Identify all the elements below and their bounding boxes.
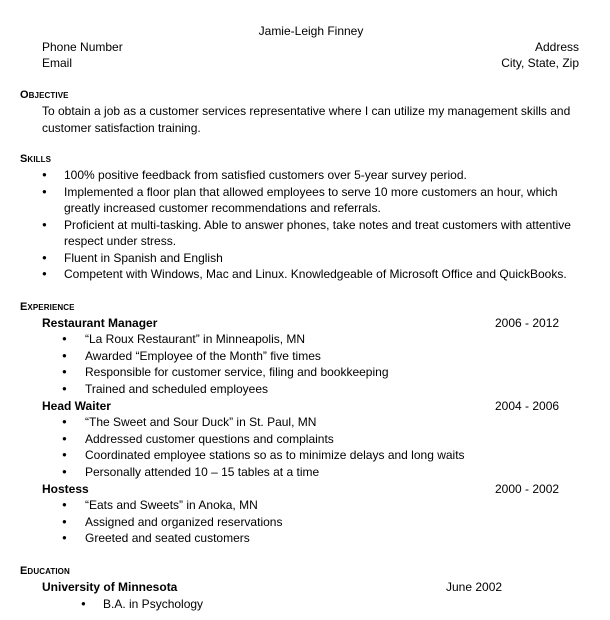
job-duty: ● Greeted and seated customers xyxy=(62,530,542,547)
email: Email xyxy=(42,56,73,70)
skill-item: ● Implemented a floor plan that allowed employees to serve 10 more customers an hour, which greatly increased customer recommendations and referrals. xyxy=(42,184,587,217)
candidate-name: Jamie-Leigh Finney xyxy=(258,24,364,38)
job-duty: ● “Eats and Sweets” in Anoka, MN xyxy=(62,497,542,514)
job-title: Restaurant Manager xyxy=(42,316,158,330)
job-duty: ● “La Roux Restaurant” in Minneapolis, MN xyxy=(62,331,542,348)
job-duties-list xyxy=(62,331,542,397)
job-duty: ● Personally attended 10 – 15 tables at a time xyxy=(62,464,542,481)
school-name: University of Minnesota xyxy=(42,580,178,594)
skills-list xyxy=(42,167,587,283)
phone-number: Phone Number xyxy=(42,40,123,54)
skills-heading: Skills xyxy=(20,153,52,165)
job-duty: ● Coordinated employee stations so as to minimize delays and long waits xyxy=(62,447,542,464)
job-duty: ● Addressed customer questions and complaints xyxy=(62,431,542,448)
address: Address xyxy=(534,40,579,54)
city-state-zip: City, State, Zip xyxy=(501,56,579,70)
degree-list xyxy=(81,596,381,613)
education-heading: Education xyxy=(20,565,70,577)
skill-item: ● Competent with Windows, Mac and Linux. Knowledgeable of Microsoft Office and QuickBooks. xyxy=(42,266,587,283)
job-dates: 2004 - 2006 xyxy=(495,399,560,413)
skill-item: ● 100% positive feedback from satisfied customers over 5-year survey period. xyxy=(42,167,587,184)
skill-item: ● Fluent in Spanish and English xyxy=(42,250,587,267)
job-dates: 2006 - 2012 xyxy=(495,316,560,330)
job-duty: ● Assigned and organized reservations xyxy=(62,514,542,531)
job-duty: ● Trained and scheduled employees xyxy=(62,381,542,398)
job-duty: ● Awarded “Employee of the Month” five times xyxy=(62,348,542,365)
degree-item: ● B.A. in Psychology xyxy=(81,596,381,613)
skill-item: ● Proficient at multi-tasking. Able to answer phones, take notes and treat customers with attentive respect under stress. xyxy=(42,217,587,250)
job-title: Head Waiter xyxy=(42,399,111,413)
objective-heading: Objective xyxy=(20,89,69,101)
job-dates: 2000 - 2002 xyxy=(495,482,560,496)
job-duties-list xyxy=(62,414,542,480)
graduation-date: June 2002 xyxy=(446,580,503,594)
objective-text: To obtain a job as a customer services representative where I can utilize my management skills and customer satisfaction training. xyxy=(42,104,571,135)
job-duty: ● Responsible for customer service, filing and bookkeeping xyxy=(62,364,542,381)
job-duty: ● “The Sweet and Sour Duck” in St. Paul, MN xyxy=(62,414,542,431)
job-title: Hostess xyxy=(42,482,89,496)
experience-heading: Experience xyxy=(20,301,75,313)
job-duties-list xyxy=(62,497,542,547)
